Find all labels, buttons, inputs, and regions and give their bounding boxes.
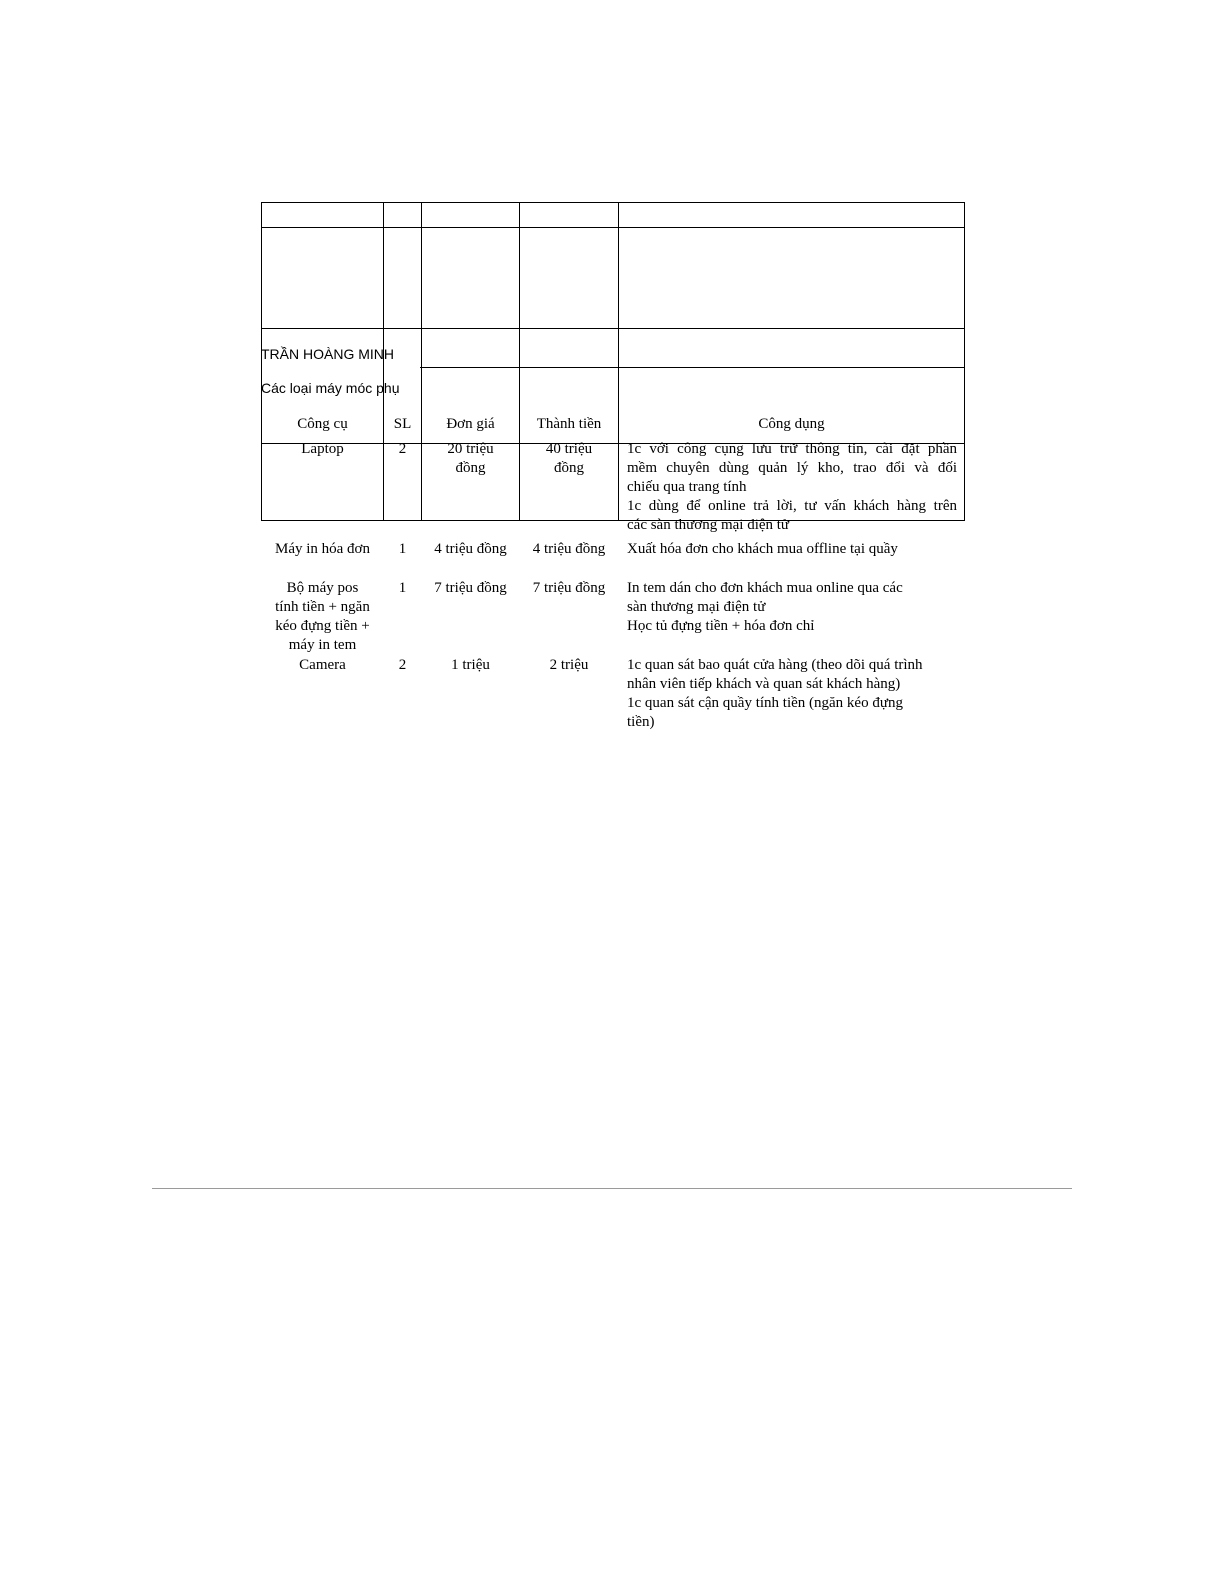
usage-line: mềm chuyên dùng quản lý kho, trao đổi và đối — [627, 460, 957, 476]
header-tool: Công cụ — [297, 416, 348, 432]
total-cell — [520, 540, 618, 559]
total-line: 4 triệu đồng — [532, 541, 606, 557]
total-cell — [520, 440, 618, 478]
usage-cell — [627, 656, 957, 732]
price-line: 1 triệu — [451, 657, 490, 673]
usage-line: chiếu qua trang tính — [627, 479, 747, 495]
page-divider — [152, 1188, 1072, 1189]
qty-cell: 2 — [398, 441, 407, 457]
usage-cell — [627, 540, 957, 559]
header-usage: Công dụng — [758, 416, 825, 432]
table-row — [262, 540, 383, 559]
usage-line: sàn thương mại điện tử — [627, 599, 766, 615]
usage-line: nhân viên tiếp khách và quan sát khách hàng) — [627, 676, 901, 692]
tool-name: Máy in hóa đơn — [274, 541, 370, 557]
table-row — [262, 440, 383, 459]
usage-line: 1c quan sát bao quát cửa hàng (theo dõi quá trình — [627, 657, 923, 673]
total-line: 2 triệu — [549, 657, 589, 673]
qty-cell: 2 — [398, 657, 407, 673]
total-line: 7 triệu đồng — [532, 580, 606, 596]
section-title: Các loại máy móc phụ — [261, 380, 400, 396]
header-qty: SL — [393, 416, 412, 432]
price-line: đồng — [455, 460, 486, 476]
tool-name: kéo đựng tiền + — [275, 618, 370, 634]
total-line: đồng — [554, 460, 584, 476]
tool-name: máy in tem — [288, 637, 357, 653]
usage-line: các sàn thương mại điện tử — [627, 517, 790, 533]
tool-name: Bộ máy pos — [286, 580, 359, 596]
tool-name: tính tiền + ngăn — [275, 599, 370, 615]
usage-line: Xuất hóa đơn cho khách mua offline tại quầy — [627, 541, 898, 557]
total-line: 40 triệu — [545, 441, 593, 457]
table-row — [262, 656, 383, 675]
author-name: TRẦN HOÀNG MINH — [261, 346, 394, 362]
price-line: 4 triệu đồng — [434, 541, 507, 557]
usage-line: In tem dán cho đơn khách mua online qua các — [627, 580, 903, 596]
header-price: Đơn giá — [446, 416, 495, 432]
usage-line: Học tủ đựng tiền + hóa đơn chỉ — [627, 618, 815, 634]
header-total: Thành tiền — [536, 416, 602, 432]
usage-cell — [627, 440, 957, 535]
price-line: 7 triệu đồng — [434, 580, 507, 596]
usage-line: 1c với công cụng lưu trữ thông tin, cài đặt phần — [627, 441, 957, 457]
usage-line: 1c dùng để online trả lời, tư vấn khách hàng trên — [627, 498, 957, 514]
usage-cell — [627, 579, 957, 636]
price-cell — [422, 440, 519, 478]
tool-name: Laptop — [301, 441, 344, 457]
usage-line: tiền) — [627, 714, 655, 730]
price-cell — [422, 540, 519, 559]
usage-line: 1c quan sát cận quầy tính tiền (ngăn kéo đựng — [627, 695, 903, 711]
total-cell — [520, 656, 618, 675]
qty-cell: 1 — [398, 541, 407, 557]
price-line: 20 triệu — [447, 441, 494, 457]
price-cell — [422, 656, 519, 675]
qty-cell: 1 — [398, 580, 407, 596]
price-cell — [422, 579, 519, 598]
tool-name: Camera — [299, 657, 346, 673]
table-row — [262, 579, 383, 655]
total-cell — [520, 579, 618, 598]
